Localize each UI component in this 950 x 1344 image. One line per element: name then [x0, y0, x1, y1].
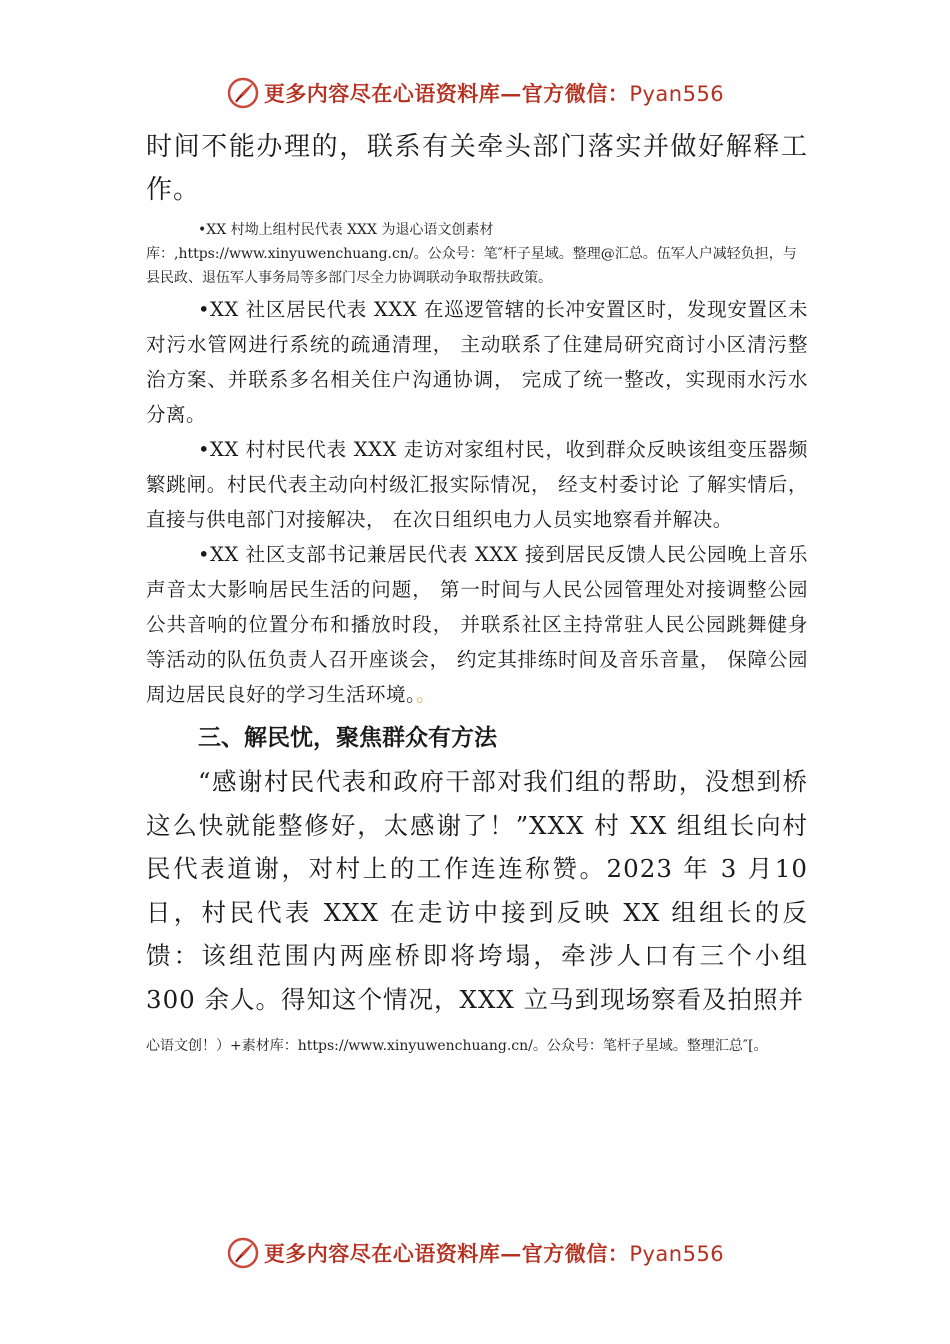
- document-body: [146, 126, 808, 1059]
- banner-text: [264, 78, 724, 108]
- bullet-paragraph-3: [146, 537, 808, 712]
- footer-banner: [0, 1228, 950, 1278]
- quill-logo-icon: [226, 1236, 260, 1270]
- trailing-mark: 。: [416, 683, 437, 706]
- quill-logo-icon: [226, 76, 260, 110]
- banner-slogan: 更多内容尽在心语资料库—官方微信：: [263, 81, 630, 106]
- bullet-paragraph-2: •XX 村村民代表 XXX 走访对家组村民，收到群众反映该组变压器频繁跳闸。村民代表主动向村级汇报实际情况， 经支村委讨论 了解实情后， 直接与供电部门对接解决， 在次日组织电力人员实地察看并解决。: [146, 438, 808, 531]
- banner-wechat-id: Pyan556: [629, 1242, 725, 1266]
- note-line-1: •XX 村坳上组村民代表 XXX 为退心语文创素材: [198, 222, 494, 238]
- header-banner: [0, 68, 950, 118]
- bullet-paragraph-3-text: •XX 社区支部书记兼居民代表 XXX 接到居民反馈人民公园晚上音乐声音太大影响居民生活的问题， 第一时间与人民公园管理处对接调整公园公共音响的位置分布和播放时段， 并联系社区主持常驻人民公园跳舞健身等活动的队伍负责人召开座谈会， 约定其排练时间及音乐音量， 保障公园周边居民良好的学习生活环境。: [146, 543, 808, 706]
- inserted-note: [146, 218, 808, 290]
- note-line-2: 库：,https://www.xinyuwenchuang.cn/。公众号：笔″杆子星域。整理@汇总。伍军人户减轻负担，与县民政、退伍军人事务局等多部门尽全力协调联动争取帮扶政策。: [146, 246, 797, 286]
- section-heading: 三、解民忧，聚焦群众有方法: [198, 725, 497, 751]
- quote-paragraph: “感谢村民代表和政府干部对我们组的帮助，没想到桥这么快就能整修好，太感谢了！”XXX 村 XX 组组长向村民代表道谢，对村上的工作连连称赞。2023 年 3 月10 日，村民代表 XXX 在走访中接到反映 XX 组组长的反馈：该组范围内两座桥即将垮塌，牵涉人口有三个小组 300 余人。得知这个情况，XXX 立马到现场察看及拍照并: [146, 767, 808, 1014]
- banner-text: [264, 1238, 724, 1268]
- bullet-paragraph-1: •XX 社区居民代表 XXX 在巡逻管辖的长冲安置区时，发现安置区未对污水管网进行系统的疏通清理， 主动联系了住建局研究商讨小区清污整治方案、并联系多名相关住户沟通协调， 完成了统一整改，实现雨水污水分离。: [146, 298, 808, 426]
- banner-slogan: 更多内容尽在心语资料库—官方微信：: [263, 1241, 630, 1266]
- continuation-paragraph: 时间不能办理的，联系有关牵头部门落实并做好解释工作。: [146, 132, 808, 205]
- source-note: 心语文创！）+素材库：https://www.xinyuwenchuang.cn/。公众号：笔杆子星域。整理汇总″[。: [146, 1038, 768, 1054]
- banner-wechat-id: Pyan556: [629, 82, 725, 106]
